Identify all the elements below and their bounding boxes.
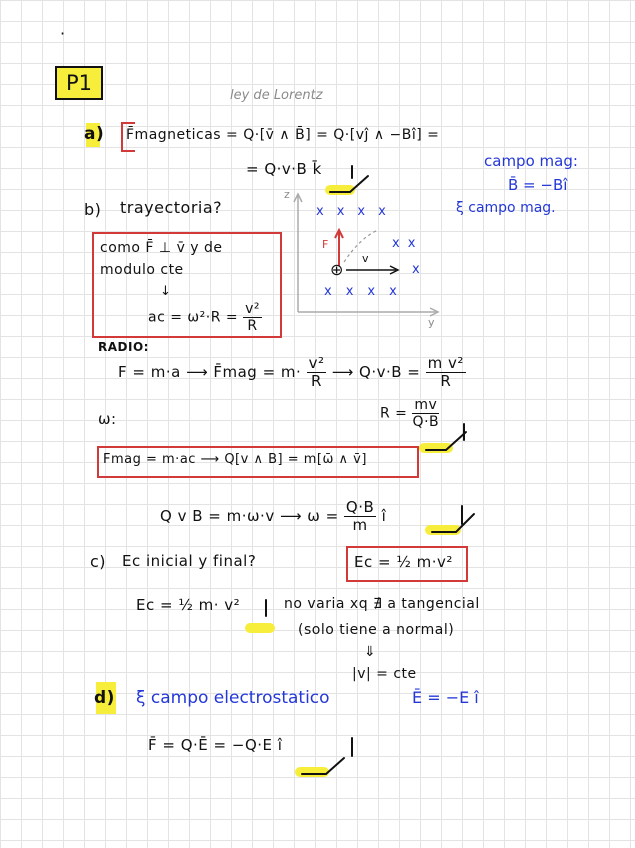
lorentz-note: ley de Lorentz xyxy=(230,88,323,103)
speed-constant: |v| = cte xyxy=(352,666,417,682)
field-row-2: xx xyxy=(392,236,424,251)
axis-y-label: y xyxy=(428,316,435,329)
implication-arrow: ⇓ xyxy=(364,644,377,660)
force-label: F xyxy=(322,238,329,251)
omega-title: ω: xyxy=(98,410,117,428)
charge-symbol: ⊕ xyxy=(330,260,344,279)
electric-force-equation: F̄ = Q·Ē = −Q·E î xyxy=(148,736,283,754)
part-d-label: d) xyxy=(94,688,115,708)
omega-equation: Q v B = m·ω·v ⟶ ω = $\frac{Q\cdot B}{m}$ î xyxy=(160,498,387,534)
radius-equation: F = m·a ⟶ F̄mag = m· $\frac{\text{v²}}{R}$ ⟶ Q·v·B = $\frac{\text{m v²}}{R}$ xyxy=(118,354,464,390)
condition-line2: modulo cte xyxy=(100,262,184,278)
problem-title: P1 xyxy=(55,66,103,100)
part-a-line1: F̄magneticas = Q·[v̄ ∧ B̄] = Q·[vĵ ∧ −Bî] = xyxy=(126,127,440,143)
acceleration-formula: ac = ω²·R = $\frac{\text{v²}}{R}$ xyxy=(148,301,260,334)
energy-note-2: (solo tiene a normal) xyxy=(298,622,455,638)
velocity-label: v xyxy=(362,252,369,265)
field-row-4: xxxx xyxy=(324,284,411,299)
stray-dot: · xyxy=(60,24,66,43)
side-note-mag-field: ξ campo mag. xyxy=(456,200,556,216)
energy-question: Ec inicial y final? xyxy=(122,552,257,570)
energy-equation: Ec = ½ m· v² xyxy=(136,596,241,614)
energy-note-1: no varia xq ∄ a tangencial xyxy=(284,596,480,612)
radius-result: R = $\frac{mv}{Q\cdot B}$ xyxy=(380,397,440,430)
condition-arrow: ↓ xyxy=(160,284,172,299)
electrostatic-field-text: ξ campo electrostatico xyxy=(136,688,330,708)
part-c-label: c) xyxy=(90,552,107,571)
part-a-line2: = Q·v·B k̄ xyxy=(246,160,322,178)
field-row-1: xxxx xyxy=(316,204,399,219)
axis-z-label: z xyxy=(284,188,290,201)
electric-field-vector: Ē = −E î xyxy=(412,688,479,707)
side-note-field: campo mag: xyxy=(484,152,578,170)
side-note-field-vector: B̄ = −Bî xyxy=(508,176,568,194)
part-b-label: b) xyxy=(84,200,102,219)
energy-box-formula: Ec = ½ m·v² xyxy=(354,553,453,571)
part-a-label: a) xyxy=(84,124,105,144)
omega-box-equation: Fmag = m·ac ⟶ Q[v ∧ B] = m[ω̄ ∧ v̄] xyxy=(103,452,367,467)
condition-line1: como F̄ ⊥ v̄ y de xyxy=(100,240,223,256)
field-row-3: x xyxy=(412,262,420,277)
trajectory-question: trayectoria? xyxy=(120,198,223,217)
radius-title: RADIO: xyxy=(98,340,149,354)
